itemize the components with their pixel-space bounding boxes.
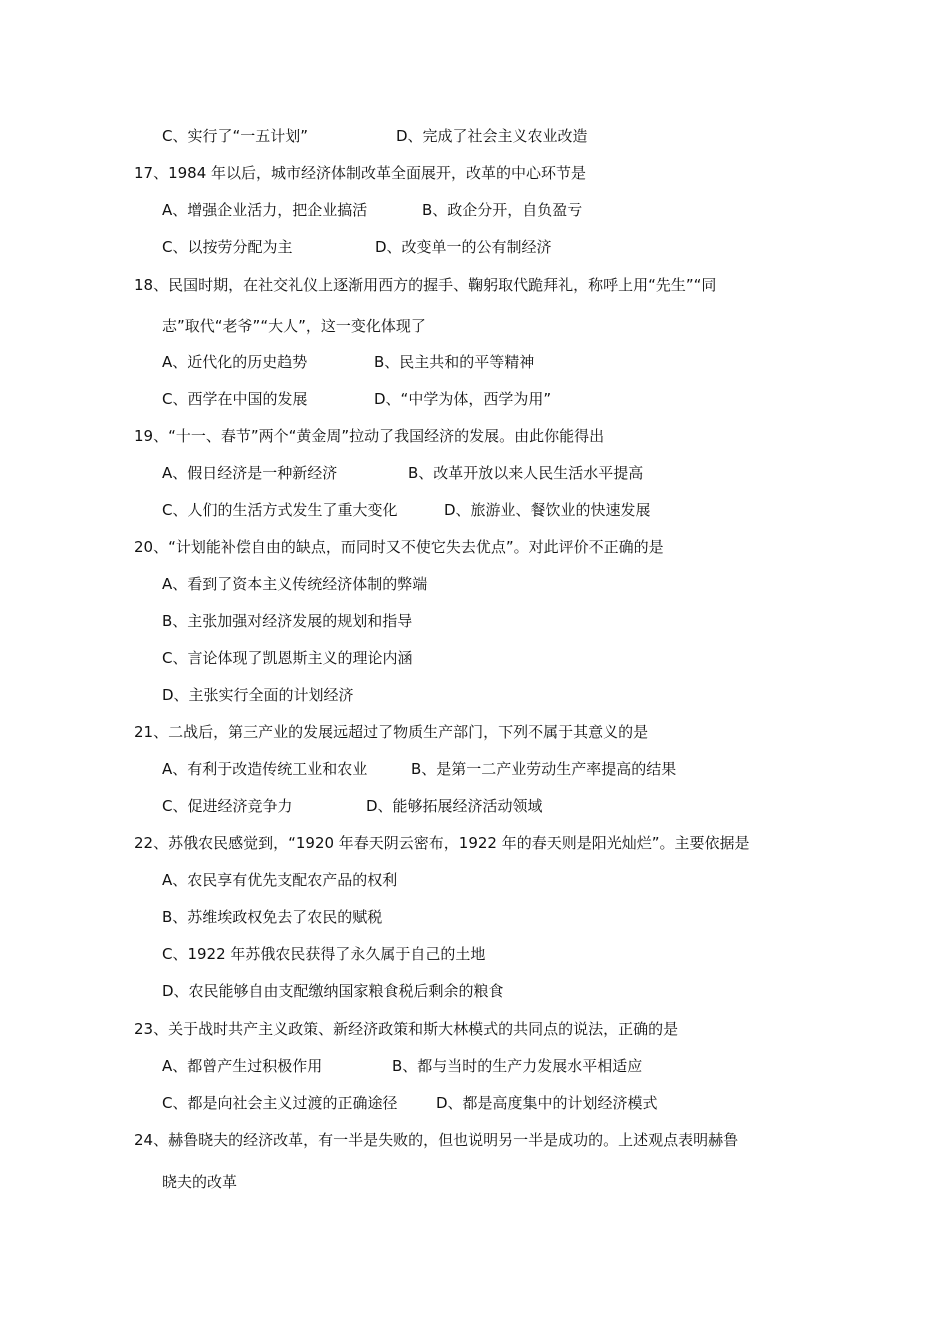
option-22-c: C、1922 年苏俄农民获得了永久属于自己的土地 bbox=[162, 945, 486, 963]
option-pair-19-cd bbox=[162, 500, 651, 520]
option-16-c: C、实行了“一五计划” bbox=[162, 127, 309, 145]
option-16-d: D、完成了社会主义农业改造 bbox=[396, 127, 588, 145]
option-pair-21-ab bbox=[162, 759, 677, 779]
option-17-b: B、政企分开，自负盈亏 bbox=[422, 201, 583, 219]
option-17-a: A、增强企业活力，把企业搞活 bbox=[162, 201, 368, 219]
option-18-d: D、“中学为体，西学为用” bbox=[374, 390, 552, 408]
option-pair-23-cd bbox=[162, 1093, 658, 1113]
option-20-c: C、言论体现了凯恩斯主义的理论内涵 bbox=[162, 649, 413, 667]
option-21-a: A、有利于改造传统工业和农业 bbox=[162, 760, 368, 778]
option-17-c: C、以按劳分配为主 bbox=[162, 238, 293, 256]
option-19-c: C、人们的生活方式发生了重大变化 bbox=[162, 501, 398, 519]
option-pair-18-cd bbox=[162, 389, 552, 409]
option-23-d: D、都是高度集中的计划经济模式 bbox=[436, 1094, 658, 1112]
question-24-stem: 24、赫鲁晓夫的经济改革，有一半是失败的，但也说明另一半是成功的。上述观点表明赫鲁 bbox=[134, 1131, 739, 1149]
option-18-c: C、西学在中国的发展 bbox=[162, 390, 308, 408]
option-22-d: D、农民能够自由支配缴纳国家粮食税后剩余的粮食 bbox=[162, 982, 504, 1000]
option-22-b: B、苏维埃政权免去了农民的赋税 bbox=[162, 908, 383, 926]
option-20-d: D、主张实行全面的计划经济 bbox=[162, 686, 354, 704]
option-21-d: D、能够拓展经济活动领域 bbox=[366, 797, 543, 815]
option-22-a: A、农民享有优先支配农产品的权利 bbox=[162, 871, 398, 889]
question-23-stem: 23、关于战时共产主义政策、新经济政策和斯大林模式的共同点的说法，正确的是 bbox=[134, 1020, 679, 1038]
option-20-b: B、主张加强对经济发展的规划和指导 bbox=[162, 612, 413, 630]
option-pair-18-ab bbox=[162, 352, 535, 372]
question-20-stem: 20、“计划能补偿自由的缺点，而同时又不使它失去优点”。对此评价不正确的是 bbox=[134, 538, 664, 556]
option-23-a: A、都曾产生过积极作用 bbox=[162, 1057, 323, 1075]
question-18-stem-cont: 志”取代“老爷”“大人”，这一变化体现了 bbox=[162, 317, 426, 335]
option-18-b: B、民主共和的平等精神 bbox=[374, 353, 535, 371]
question-18-stem: 18、民国时期，在社交礼仪上逐渐用西方的握手、鞠躬取代跪拜礼，称呼上用“先生”“同 bbox=[134, 276, 717, 294]
option-23-b: B、都与当时的生产力发展水平相适应 bbox=[392, 1057, 643, 1075]
option-19-a: A、假日经济是一种新经济 bbox=[162, 464, 338, 482]
option-pair-21-cd bbox=[162, 796, 543, 816]
option-23-c: C、都是向社会主义过渡的正确途径 bbox=[162, 1094, 398, 1112]
option-pair-19-ab bbox=[162, 463, 644, 483]
option-19-b: B、改革开放以来人民生活水平提高 bbox=[408, 464, 644, 482]
question-17-stem: 17、1984 年以后，城市经济体制改革全面展开，改革的中心环节是 bbox=[134, 164, 587, 182]
option-21-c: C、促进经济竞争力 bbox=[162, 797, 293, 815]
option-pair-17-cd bbox=[162, 237, 552, 257]
option-20-a: A、看到了资本主义传统经济体制的弊端 bbox=[162, 575, 428, 593]
option-17-d: D、改变单一的公有制经济 bbox=[375, 238, 552, 256]
option-18-a: A、近代化的历史趋势 bbox=[162, 353, 308, 371]
option-21-b: B、是第一二产业劳动生产率提高的结果 bbox=[411, 760, 677, 778]
question-21-stem: 21、二战后，第三产业的发展远超过了物质生产部门，下列不属于其意义的是 bbox=[134, 723, 649, 741]
question-19-stem: 19、“十一、春节”两个“黄金周”拉动了我国经济的发展。由此你能得出 bbox=[134, 427, 605, 445]
option-pair-23-ab bbox=[162, 1056, 643, 1076]
option-pair-16-cd bbox=[162, 126, 588, 146]
question-24-stem-cont: 晓夫的改革 bbox=[162, 1173, 238, 1191]
option-19-d: D、旅游业、餐饮业的快速发展 bbox=[444, 501, 651, 519]
option-pair-17-ab bbox=[162, 200, 583, 220]
question-22-stem: 22、苏俄农民感觉到，“1920 年春天阴云密布，1922 年的春天则是阳光灿烂”。主要依据是 bbox=[134, 834, 750, 852]
